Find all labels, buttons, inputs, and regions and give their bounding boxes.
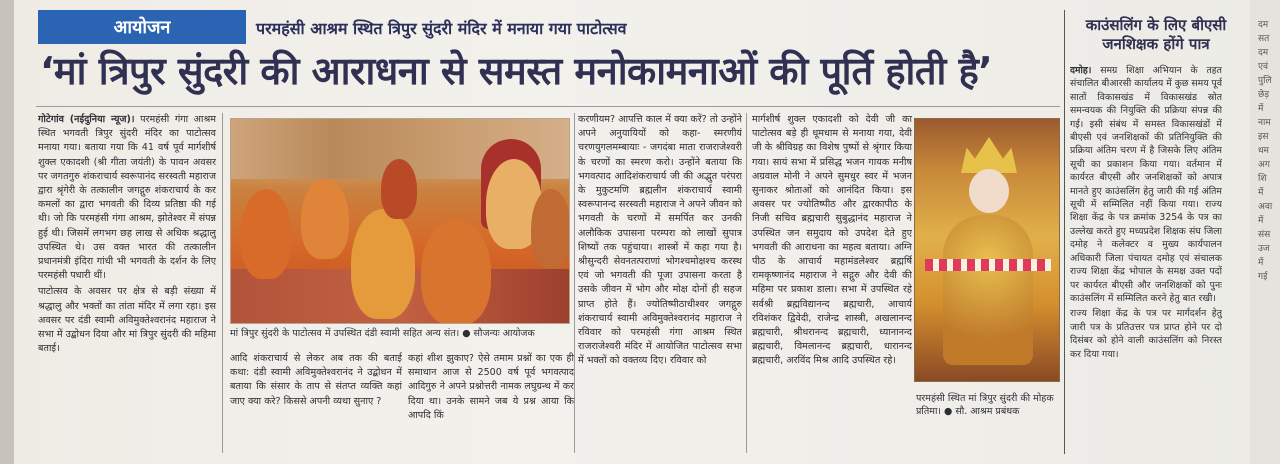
edge-text: सत [1258,34,1270,44]
edge-text: एवं [1258,62,1268,72]
article-column-3: कहां शीश झुकाए? ऐसे तमाम प्रश्नों का एक ही समाधान आज से 2500 वर्ष पूर्व भगवत्पाद आदिगुरु ने अपने प्रश्नोत्तरी नामक लघुग्रन्थ में कर दिया था। उनके सामने जब ये प्रश्न आया कि आपदि किं [408,353,574,421]
article-column-1 [38,113,216,453]
edge-text: में [1258,188,1264,198]
goddess-idol-photo [914,118,1060,382]
sidebar-headline: काउंसलिंग के लिए बीएसी जनशिक्षक होंगे पात्र [1085,16,1227,53]
column-divider [222,113,223,453]
photo-caption-2: परमहंसी स्थित मां त्रिपुर सुंदरी की मोहक प्रतिमा। ● सौ. आश्रम प्रबंधक [916,393,1054,417]
headline-rule [36,106,1060,107]
edge-text: गई [1258,272,1268,282]
sidebar-body: समग्र शिक्षा अभियान के तहत संचालित बीआरसी कार्यालय में कुछ समय पूर्व सातों विकासखंड में विकासखंड स्रोत समन्वयक की नियुक्ति की प्रक्रिया संपन्न की गई। इसी संबंध में समस्त विकासखंडों में बीएसी एवं जनशिक्षकों की प्रतिनियुक्ति की प्रक्रिया अंतिम चरण में है जिसके लिए अंतिम सूची का प्रकाशन किया गया। वर्तमान में कार्यरत बीएसी और जनशिक्षकों को अपात्र मानते हुए काउंसलिंग हेतु जारी की गई अंतिम सूची में सम्मिलित नहीं किया गया। राज्य शिक्षा केंद्र के पत्र क्रमांक 3254 के पत्र का उल्लेख करते हुए मध्यप्रदेश शिक्षक संघ जिला दमोह ने कलेक्टर व मुख्य कार्यपालन अधिकारी जिला पंचायत दमोह एवं संचालक राज्य शिक्षा केंद्र भोपाल के समक्ष उक्त पदों पर कार्यरत बीएसी और जनशिक्षकों को पुनः काउंसलिंग में सम्मिलित करने हेतु बात रखी। [1070,65,1222,304]
column-divider [574,113,575,453]
column-1-paragraph-2: पाटोत्सव के अवसर पर क्षेत्र से बड़ी संख्या में श्रद्धालु और भक्तों का तांता मंदिर में लगा रहा। इस अवसर पर दंडी स्वामी अविमुक्तेश्वरानंद महाराज ने सभा में उद्बोधन दिया और मां त्रिपुर सुंदरी की महिमा बताई। [38,286,216,355]
edge-text: में [1258,216,1264,226]
edge-text: में [1258,258,1264,268]
saints-photo [230,118,570,324]
sidebar-dateline: दमोह। [1070,65,1092,76]
edge-text: उज [1258,244,1270,254]
dateline: गोटेगांव (नईदुनिया न्यूज)। [38,114,135,125]
edge-text: इस [1258,132,1269,142]
section-tag: आयोजन [38,10,246,44]
edge-text: संस [1258,230,1271,240]
adjacent-column-fragment [1250,0,1280,464]
edge-text: में [1258,104,1264,114]
edge-text: शि [1258,174,1267,184]
edge-text: नाम [1258,118,1271,128]
photo-caption-1: मां त्रिपुर सुंदरी के पाटोत्सव में उपस्थित दंडी स्वामी सहित अन्य संत। ● सौजन्यः आयोजक [230,328,535,339]
sidebar-divider [1064,10,1065,454]
article-column-4: करणीयम? आपत्ति काल में क्या करें? तो उन्होंने अपने अनुयायियों को कहा- स्मरणीयं चरणयुगलमम्बायाः - जगदंबा माता राजराजेश्वरी के चरणों का स्मरण करो। उन्होंने बताया कि भगवत्पाद आदिशंकराचार्य जी की अद्भुत परंपरा के मुकुटमणि ब्रह्मलीन शंकराचार्य स्वामी स्वरूपानन्द सरस्वती महाराज ने अपने जीवन को भगवती के चरणों में समर्पित कर उनकी अलौकिक उपासना परम्परा को लाखों सुपात्र शिष्यों तक पहुंचाया। शास्त्रों में कहा गया है। श्रीसुन्दरी सेवनतत्पराणां भोगश्चमोक्षश्च करस्थ एवं जो भगवती की पूजा उपासना करता है उसके जीवन में भोग और मोक्ष दोनों ही सहज प्राप्त होते हैं। ज्योतिष्पीठाधीश्वर जगद्गुरु शंकराचार्य स्वामी अविमुक्तेश्वरानंद महाराज ने रविवार को परमहंसी गंगा आश्रम स्थित राजराजेश्वरी मंदिर में आयोजित पाटोत्सव सभा में भक्तों को वक्तव्य दिए। रविवार को [578,114,742,367]
kicker-line: परमहंसी आश्रम स्थित त्रिपुर सुंदरी मंदिर में मनाया गया पाटोत्सव [256,19,627,38]
edge-text: धम [1258,146,1269,156]
edge-text: पुलि [1258,76,1272,86]
sidebar-article [1070,64,1222,454]
edge-text: दम [1258,20,1269,30]
edge-text: दम [1258,48,1269,58]
sidebar-body-2: राज्य शिक्षा केंद्र के पत्र पर मार्गदर्शन हेतु जारी पत्र के प्रतिउत्तर पत्र प्राप्त होने पर दो दिसंबर को होने वाली काउंसलिंग को निरस्त कर दिया गया। [1070,308,1222,360]
edge-text: अवा [1258,202,1273,212]
page-edge-left [0,0,14,464]
edge-text: छेड़ [1258,90,1270,100]
article-column-5: मार्गशीर्ष शुक्ल एकादशी को देवी जी का पाटोत्सव बड़े ही धूमधाम से मनाया गया, देवी जी के श्रीविग्रह का विशेष पुष्पों से श्रृंगार किया गया। सायं सभा में प्रसिद्ध भजन गायक मनीष अग्रवाल मोनी ने अपने सुमधुर स्वर में भजन सुनाकर श्रोताओं को आनंदित किया। इस अवसर पर ज्योतिष्पीठ और द्वारकापीठ के निजी सचिव ब्रह्मचारी सुबुद्धानंद महाराज ने उपस्थित जन समुदाय को उपदेश देते हुए भगवती की आराधना का महत्व बताया। अग्नि पीठ के आचार्य महामंडलेश्वर ब्रह्मर्षि रामकृष्णानंद महाराज ने सद्गुरु और देवी की महिमा पर प्रकाश डाला। सभा में उपस्थित रहे सर्वश्री ब्रह्मविद्यानन्द ब्रह्मचारी, आचार्य रविशंकर द्विवेदी, राजेन्द्र शास्त्री, अखलानन्द ब्रह्मचारी, श्रीधरानन्द ब्रह्मचारी, ध्यानानन्द ब्रह्मचारी, विमलानन्द ब्रह्मचारी, धारानन्द ब्रह्मचारी, अरविंद मिश्र आदि उपस्थित रहे। [752,114,912,367]
article-column-2: आदि शंकराचार्य से लेकर अब तक की बताई कथा: दंडी स्वामी अविमुक्तेश्वरानंद ने उद्बोधन में बताया कि संसार के ताप से संतप्त व्यक्ति कहां जाए क्या करे? किससे अपनी व्यथा सुनाए ? [230,353,402,407]
main-headline: ‘मां त्रिपुर सुंदरी की आराधना से समस्त मनोकामनाओं की पूर्ति होती है’ [40,49,993,93]
column-1-paragraph-1: परमहंसी गंगा आश्रम स्थित भगवती त्रिपुर सुंदरी मंदिर का पाटोत्सव मनाया गया। बताया गया कि 41 वर्ष पूर्व मार्गशीर्ष शुक्ल एकादशी (श्री गीता जयंती) के पावन अवसर पर जगतगुरु शंकराचार्य स्वरूपानंद सरस्वती महाराज द्वारा श्रृंगेरी के तत्कालीन जगद्गुरु शंकराचार्य के कर कमलों का द्वारा भगवती की दिव्य प्रतिष्ठा की गई थी। जो कि परमहंसी गंगा आश्रम, झोतेश्वर में संपन्न हुई थी। जिसमें लगभग छह लाख से अधिक श्रद्धालु उपस्थित थे। उस वक्त भारत की तत्कालीन प्रधानमंत्री इंदिरा गांधी भी भगवती के दर्शन के लिए परमहंसी पधारी थीं। [38,114,216,282]
column-divider [746,113,747,453]
edge-text: अग [1258,160,1270,170]
